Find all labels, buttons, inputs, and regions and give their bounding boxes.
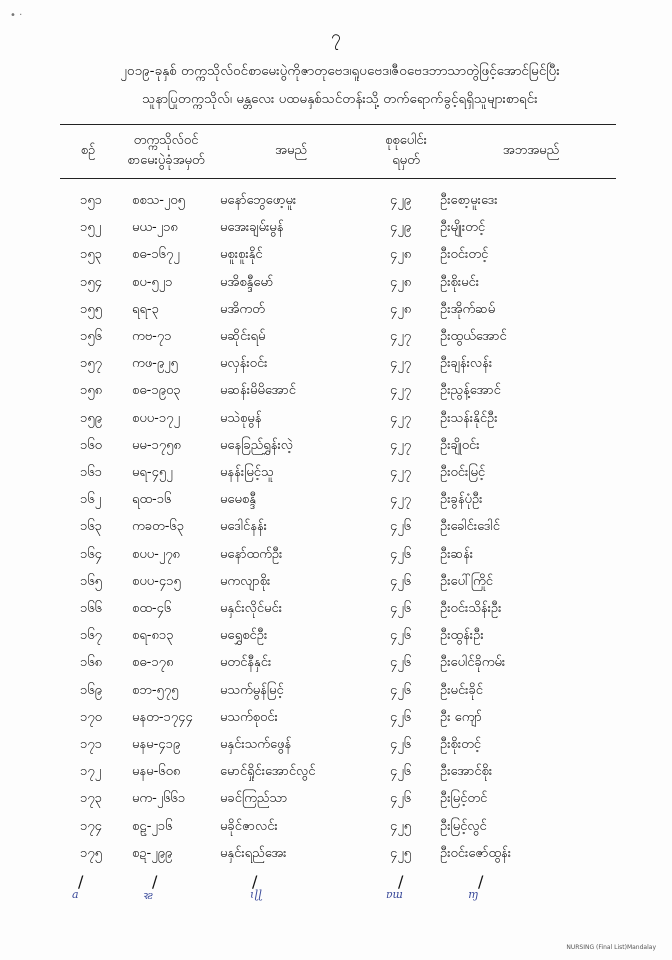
name-cell: မခင်ကြည်သာ bbox=[220, 791, 288, 807]
name-cell: မသက်စုဝင်း bbox=[220, 709, 278, 725]
serial-cell: ၁၆၃ bbox=[80, 519, 102, 535]
signature-tick: / bbox=[78, 872, 84, 891]
name-cell: မနော်ဘွေဖော့မူး bbox=[220, 193, 297, 208]
score-cell: ၄၂၈ bbox=[390, 274, 412, 290]
table-row bbox=[60, 841, 616, 869]
table-row bbox=[60, 542, 616, 570]
serial-cell: ၁၆၂ bbox=[80, 492, 102, 508]
serial-cell: ၁၅၉ bbox=[80, 410, 102, 426]
table-row bbox=[60, 705, 616, 733]
serial-cell: ၁၅၄ bbox=[80, 274, 102, 290]
father-name-cell: ဦးစိုးတင့် bbox=[440, 737, 481, 752]
exam-number-cell: ကဖ-၉၂၅ bbox=[132, 356, 178, 372]
serial-cell: ၁၆၈ bbox=[80, 655, 103, 671]
score-cell: ၄၂၇ bbox=[390, 410, 412, 426]
name-cell: မကလျာစိုး bbox=[220, 573, 271, 589]
score-cell: ၄၂၆ bbox=[390, 655, 412, 671]
serial-cell: ၁၇၀ bbox=[80, 709, 102, 725]
exam-number-cell: စပပ-၂၇၈ bbox=[132, 546, 180, 562]
table-row bbox=[60, 487, 616, 515]
serial-cell: ၁၆၁ bbox=[80, 465, 102, 480]
exam-number-cell: စဓ-၁၉၀၃ bbox=[132, 383, 181, 399]
table-row bbox=[60, 378, 616, 406]
exam-number-cell: မရ-၄၅၂ bbox=[132, 465, 173, 480]
table-row bbox=[60, 188, 616, 216]
serial-cell: ၁၅၇ bbox=[80, 356, 102, 372]
father-name-cell: ဦးဆန်း bbox=[440, 546, 474, 562]
score-cell: ၄၂၆ bbox=[390, 709, 412, 725]
serial-cell: ၁၅၈ bbox=[80, 383, 103, 399]
signature-tick: / bbox=[152, 872, 158, 891]
score-cell: ၄၂၆ bbox=[390, 764, 412, 780]
exam-number-cell: စပပ-၁၇၂ bbox=[132, 410, 180, 426]
col-header-name: အမည် bbox=[275, 143, 307, 158]
father-name-cell: ဦးညွန့်အောင် bbox=[440, 383, 501, 399]
score-cell: ၄၂၇ bbox=[390, 356, 412, 372]
exam-number-cell: စရ-၈၁၃ bbox=[132, 628, 174, 644]
serial-cell: ၁၇၂ bbox=[80, 764, 102, 780]
initials-signature: a bbox=[72, 888, 79, 901]
father-name-cell: ဦးချန်းလန်း bbox=[440, 356, 493, 372]
table-row bbox=[60, 623, 616, 651]
score-cell: ၄၂၅ bbox=[390, 818, 412, 834]
father-name-cell: ဦး ကျော် bbox=[440, 709, 482, 725]
table-header bbox=[60, 126, 616, 176]
name-cell: မနှင်းလိုင်မင်း bbox=[220, 601, 282, 616]
score-cell: ၄၂၇ bbox=[390, 383, 412, 399]
exam-number-cell: မနမ-၆၀၈ bbox=[132, 764, 181, 780]
score-cell: ၄၂၆ bbox=[390, 601, 412, 616]
name-cell: မဆန်းမိမိအောင် bbox=[220, 383, 296, 399]
serial-cell: ၁၅၆ bbox=[80, 329, 102, 344]
table-row bbox=[60, 514, 616, 542]
father-name-cell: ဦးမြင့်တင် bbox=[440, 791, 488, 807]
serial-cell: ၁၅၂ bbox=[80, 220, 102, 236]
score-cell: ၄၂၆ bbox=[390, 682, 412, 698]
title-line-1: ၂၀၁၉-ခုနှစ် တက္ကသိုလ်ဝင်စာမေးပွဲကိုဇာတုဗေဒ၊ရူပဗေဒ၊ဇီဝဗေဒဘာသာတွဲဖြင့်အောင်မြင်ပြီး bbox=[120, 63, 560, 79]
name-cell: မရွှေစင်ဦး bbox=[220, 628, 268, 644]
father-name-cell: ဦးစိုးမင်း bbox=[440, 274, 480, 290]
table-row bbox=[60, 297, 616, 325]
serial-cell: ၁၅၃ bbox=[80, 247, 102, 263]
exam-number-cell: စပပ-၄၁၅ bbox=[132, 573, 181, 589]
score-cell: ၄၂၇ bbox=[390, 437, 412, 453]
serial-cell: ၁၆၉ bbox=[80, 682, 102, 698]
initials-signature: ꝛƨ bbox=[142, 889, 153, 902]
footer-note: NURSING (Final List)Mandalay bbox=[566, 944, 656, 951]
score-cell: ၄၂၆ bbox=[390, 573, 412, 589]
serial-cell: ၁၅၅ bbox=[80, 301, 102, 317]
exam-number-cell: စဘ-၅၇၅ bbox=[132, 682, 179, 698]
table-row bbox=[60, 215, 616, 243]
serial-cell: ၁၆၀ bbox=[80, 437, 102, 453]
exam-number-cell: စစသ-၂၀၅ bbox=[132, 193, 185, 208]
table-row bbox=[60, 270, 616, 298]
father-name-cell: ဦးချိုဝင်း bbox=[440, 437, 480, 453]
exam-number-cell: ရထ-၁၆ bbox=[132, 492, 172, 508]
exam-number-cell: စပ-၅၂၁ bbox=[132, 274, 173, 290]
table-row bbox=[60, 433, 616, 461]
table-row bbox=[60, 732, 616, 760]
name-cell: မတင်နီနှင်း bbox=[220, 655, 272, 671]
initials-signature: ɐɯ bbox=[386, 888, 403, 901]
exam-number-cell: စထ-၄၆ bbox=[132, 601, 172, 616]
name-cell: မမေစန္ဒီ bbox=[220, 492, 256, 508]
serial-cell: ၁၇၄ bbox=[80, 818, 102, 834]
father-name-cell: ဦးထွယ်အောင် bbox=[440, 329, 507, 344]
initials-signature: ɩɭɭ bbox=[250, 888, 263, 901]
name-cell: မအိစန္ဒီမော် bbox=[220, 274, 274, 290]
table-row bbox=[60, 324, 616, 352]
serial-cell: ၁၆၇ bbox=[80, 628, 102, 644]
father-name-cell: ဦးမျိုးတင့် bbox=[440, 220, 486, 236]
name-cell: မဒေါင်နန်း bbox=[220, 519, 267, 535]
name-cell: မောင်ရှိုင်းအောင်လွင် bbox=[220, 764, 316, 780]
table-row bbox=[60, 242, 616, 270]
father-name-cell: ဦးဝင်းတင့် bbox=[440, 247, 489, 263]
table-row bbox=[60, 814, 616, 842]
father-name-cell: ဦးဝင်းသိန်းဦး bbox=[440, 601, 502, 616]
table-row bbox=[60, 569, 616, 597]
father-name-cell: ဦးထွန်းဦး bbox=[440, 628, 484, 644]
name-cell: မသက်မွန်မြင့် bbox=[220, 682, 284, 698]
signature-tick: / bbox=[478, 872, 484, 891]
score-cell: ၄၂၈ bbox=[390, 247, 412, 263]
exam-number-cell: စဓ-၁၆၇၂ bbox=[132, 247, 180, 263]
signature-tick: / bbox=[398, 872, 404, 891]
father-name-cell: ဦးပေါင်ခိုကမ်း bbox=[440, 655, 506, 671]
name-cell: မနှင်းသက်ဖွေန် bbox=[220, 737, 292, 752]
initials-signature: ɱ bbox=[468, 888, 479, 901]
exam-number-cell: မက-၂၆၆၁ bbox=[132, 791, 186, 807]
score-cell: ၄၂၇ bbox=[390, 329, 412, 344]
name-cell: မနှင်းရည်အေး bbox=[220, 845, 287, 861]
table-row bbox=[60, 678, 616, 706]
exam-number-cell: မနမ-၄၁၉ bbox=[132, 737, 181, 752]
score-cell: ၄၂၉ bbox=[390, 193, 412, 208]
score-cell: ၄၂၇ bbox=[390, 465, 412, 480]
exam-number-cell: ကဗ-၇၁ bbox=[132, 329, 172, 344]
signature-row bbox=[60, 872, 616, 912]
score-cell: ၄၂၅ bbox=[390, 845, 412, 861]
name-cell: မသဲစုမွန် bbox=[220, 410, 262, 426]
score-cell: ၄၂၆ bbox=[390, 737, 412, 752]
name-cell: မစူးစူးနိုင် bbox=[220, 247, 263, 263]
page-number: ၇ bbox=[330, 26, 342, 47]
name-cell: မဆိုင်းရမ် bbox=[220, 329, 266, 344]
father-name-cell: ဦးဝင်းဇော်ထွန်း bbox=[440, 845, 512, 861]
table-row bbox=[60, 351, 616, 379]
father-name-cell: ဦးသန်းနိုင်ဦး bbox=[440, 410, 498, 426]
father-name-cell: ဦးခွန်ပုံဦး bbox=[440, 492, 483, 508]
header-top-rule bbox=[60, 124, 616, 125]
score-cell: ၄၂၆ bbox=[390, 791, 412, 807]
col-header-serial: စဉ် bbox=[80, 143, 96, 158]
score-cell: ၄၂၆ bbox=[390, 546, 412, 562]
col-header-total-marks: စုစုပေါင်း ရမှတ် bbox=[385, 133, 427, 168]
table-row bbox=[60, 650, 616, 678]
serial-cell: ၁၆၄ bbox=[80, 546, 102, 562]
name-cell: မအိကတ် bbox=[220, 301, 265, 317]
father-name-cell: ဦးဝင်းမြင့် bbox=[440, 465, 486, 480]
name-cell: မနန်းမြင့်သူ bbox=[220, 465, 274, 480]
exam-number-cell: မယ-၂၁၈ bbox=[132, 220, 178, 236]
exam-number-cell: စဠ-၂၁၆ bbox=[132, 818, 173, 834]
score-cell: ၄၂၈ bbox=[390, 301, 412, 317]
serial-cell: ၁၆၆ bbox=[80, 601, 102, 616]
exam-number-cell: ကခတ-၆၃ bbox=[132, 519, 185, 535]
father-name-cell: ဦးခေါင်းဒေါင် bbox=[440, 519, 500, 535]
name-cell: မနော်ထက်ဦး bbox=[220, 546, 283, 562]
table-row bbox=[60, 406, 616, 434]
col-header-exam-number: တက္ကသိုလ်ဝင် စာမေးပွဲခုံအမှတ် bbox=[127, 133, 205, 168]
name-cell: မခိုင်ဇာလင်း bbox=[220, 818, 278, 834]
table-row bbox=[60, 460, 616, 488]
exam-number-cell: ရရ-၃ bbox=[132, 301, 159, 317]
name-cell: မနေခြည်ရွှန်းလဲ့ bbox=[220, 437, 293, 453]
father-name-cell: ဦးမြင့်လွင် bbox=[440, 818, 487, 834]
col-header-father-name: အဘအမည် bbox=[502, 143, 560, 158]
father-name-cell: ဦးပေါ်ကြိုင် bbox=[440, 573, 493, 589]
exam-number-cell: မမ-၁၇၅၈ bbox=[132, 437, 181, 453]
name-cell: မအေးချမ်းမွန် bbox=[220, 220, 284, 236]
serial-cell: ၁၇၃ bbox=[80, 791, 102, 807]
serial-cell: ၁၇၅ bbox=[80, 845, 102, 861]
score-cell: ၄၂၆ bbox=[390, 628, 412, 644]
exam-number-cell: စဓ-၁၇၈ bbox=[132, 655, 174, 671]
score-cell: ၄၂၇ bbox=[390, 492, 412, 508]
table-row bbox=[60, 596, 616, 624]
father-name-cell: ဦးမင်းခိုင် bbox=[440, 682, 483, 698]
exam-number-cell: စဍ-၂၉၉ bbox=[132, 845, 173, 861]
table-row bbox=[60, 759, 616, 787]
signature-tick: / bbox=[252, 872, 258, 891]
serial-cell: ၁၆၅ bbox=[80, 573, 102, 589]
name-cell: မလှန်းဝင်း bbox=[220, 356, 268, 372]
father-name-cell: ဦးအိုက်ဆမ် bbox=[440, 301, 496, 317]
score-cell: ၄၂၉ bbox=[390, 220, 412, 236]
scan-mark: • · bbox=[10, 10, 23, 21]
score-cell: ၄၂၆ bbox=[390, 519, 412, 535]
serial-cell: ၁၅၁ bbox=[80, 193, 102, 208]
father-name-cell: ဦးအောင်စိုး bbox=[440, 764, 493, 780]
serial-cell: ၁၇၁ bbox=[80, 737, 102, 752]
table-row bbox=[60, 786, 616, 814]
header-bottom-rule bbox=[60, 178, 616, 179]
title-line-2: သူနာပြုတက္ကသိုလ်၊ မန္တလေး ပထမနှစ်သင်တန်းသို့ တက်ရောက်ခွင့်ရရှိသူများစာရင်း bbox=[142, 91, 538, 107]
exam-number-cell: မနတ-၁၇၄၄ bbox=[132, 709, 193, 725]
father-name-cell: ဦးစော့မူးဒေး bbox=[440, 193, 498, 208]
